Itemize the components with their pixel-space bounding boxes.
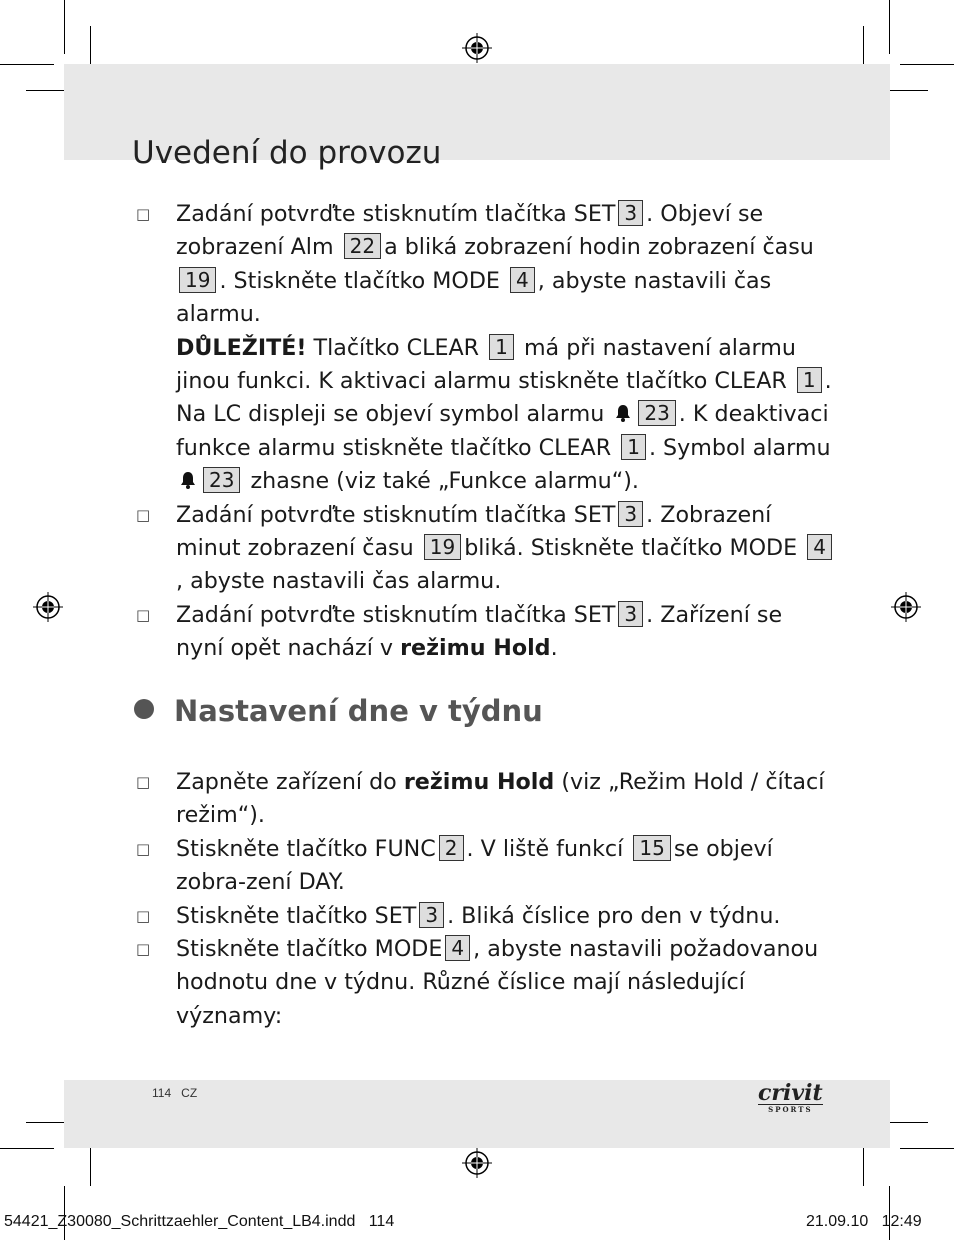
alarm-bell-icon bbox=[178, 470, 198, 490]
registration-mark-icon bbox=[462, 1148, 492, 1178]
ref-number: 1 bbox=[621, 434, 646, 460]
checkbox-bullet-icon: □ bbox=[136, 839, 151, 858]
ref-number: 3 bbox=[419, 902, 444, 928]
registration-mark-icon bbox=[33, 592, 63, 622]
instruction-list bbox=[136, 766, 836, 1033]
page-number: 114 CZ bbox=[152, 1086, 198, 1100]
list-item: □ Zadání potvrďte stisknutím tlačítka SET 3 . Zobrazení minut zobrazení času 19 bliká. Stiskněte tlačítko MODE 4, abyste nastavili čas alarmu. bbox=[136, 499, 836, 599]
ref-number: 19 bbox=[424, 534, 461, 560]
registration-mark-icon bbox=[462, 33, 492, 63]
checkbox-bullet-icon: □ bbox=[136, 505, 151, 524]
list-item: □ Zadání potvrďte stisknutím tlačítka SET 3 . Objeví se zobrazení Alm 22 a bliká zobrazení hodin zobrazení času 19 . Stiskněte tlačítko MODE 4 , abyste nastavili čas alarmu. DŮLEŽITÉ! Tlačítko CLEAR 1 má při nastavení alarmu jinou funkci. K aktivaci alarmu stiskněte tlačítko CLEAR 1 . Na LC displeji se objeví symbol alarmu 23 . K deaktivaci funkce alarmu stiskněte tlačítko CLEAR 1 . Symbol alarmu 23 zhasne (viz také „Funkce alarmu“). bbox=[136, 198, 836, 499]
ref-number: 3 bbox=[618, 501, 643, 527]
crop-mark bbox=[900, 64, 954, 65]
ref-number: 2 bbox=[439, 835, 464, 861]
ref-number: 4 bbox=[445, 935, 470, 961]
mode-name: režimu Hold bbox=[400, 635, 551, 662]
list-item: □ Zadání potvrďte stisknutím tlačítka SET 3 . Zařízení se nyní opět nachází v režimu Hold. bbox=[136, 599, 836, 666]
brand-logo: crivit SPORTS bbox=[758, 1080, 823, 1114]
crop-mark bbox=[64, 0, 65, 54]
checkbox-bullet-icon: □ bbox=[136, 773, 151, 791]
ref-number: 1 bbox=[797, 367, 822, 393]
checkbox-bullet-icon: □ bbox=[136, 605, 151, 624]
ref-number: 4 bbox=[807, 534, 832, 560]
bullet-dot-icon bbox=[134, 699, 154, 719]
ref-number: 15 bbox=[633, 835, 670, 861]
list-item: □ Stiskněte tlačítko FUNC 2 . V liště funkcí 15 se objeví zobra-zení DAY. bbox=[136, 833, 836, 900]
list-item: □ Zapněte zařízení do režimu Hold (viz „Režim Hold / čítací režim“). bbox=[136, 766, 836, 833]
page-title: Uvedení do provozu bbox=[132, 134, 442, 171]
crop-mark bbox=[900, 1148, 954, 1149]
checkbox-bullet-icon: □ bbox=[136, 205, 151, 223]
slug-date: 21.09.10 12:49 bbox=[806, 1213, 922, 1230]
ref-number: 3 bbox=[618, 200, 643, 226]
ref-number: 3 bbox=[618, 601, 643, 627]
ref-number: 19 bbox=[179, 267, 216, 293]
ref-number: 23 bbox=[638, 400, 675, 426]
registration-mark-icon bbox=[891, 592, 921, 622]
mode-name: režimu Hold bbox=[403, 769, 555, 795]
alarm-bell-icon bbox=[613, 403, 633, 423]
crop-mark bbox=[0, 64, 54, 65]
instruction-list bbox=[136, 198, 836, 666]
crop-mark bbox=[889, 0, 890, 54]
ref-number: 1 bbox=[489, 334, 514, 360]
ref-number: 23 bbox=[203, 467, 240, 493]
slug-file: 54421_Z30080_Schrittzaehler_Content_LB4.indd 114 bbox=[4, 1213, 395, 1230]
ref-number: 22 bbox=[344, 233, 381, 259]
checkbox-bullet-icon: □ bbox=[136, 940, 151, 959]
important-label: DŮLEŽITÉ! bbox=[176, 334, 307, 361]
section-heading: Nastavení dne v týdnu bbox=[134, 694, 543, 728]
ref-number: 4 bbox=[510, 267, 535, 293]
checkbox-bullet-icon: □ bbox=[136, 906, 151, 925]
crop-mark bbox=[0, 1148, 54, 1149]
list-item: □ Stiskněte tlačítko SET 3 . Bliká číslice pro den v týdnu. bbox=[136, 900, 836, 933]
list-item: □ Stiskněte tlačítko MODE 4 , abyste nastavili požadovanou hodnotu dne v týdnu. Různé číslice mají následující významy: bbox=[136, 933, 836, 1033]
